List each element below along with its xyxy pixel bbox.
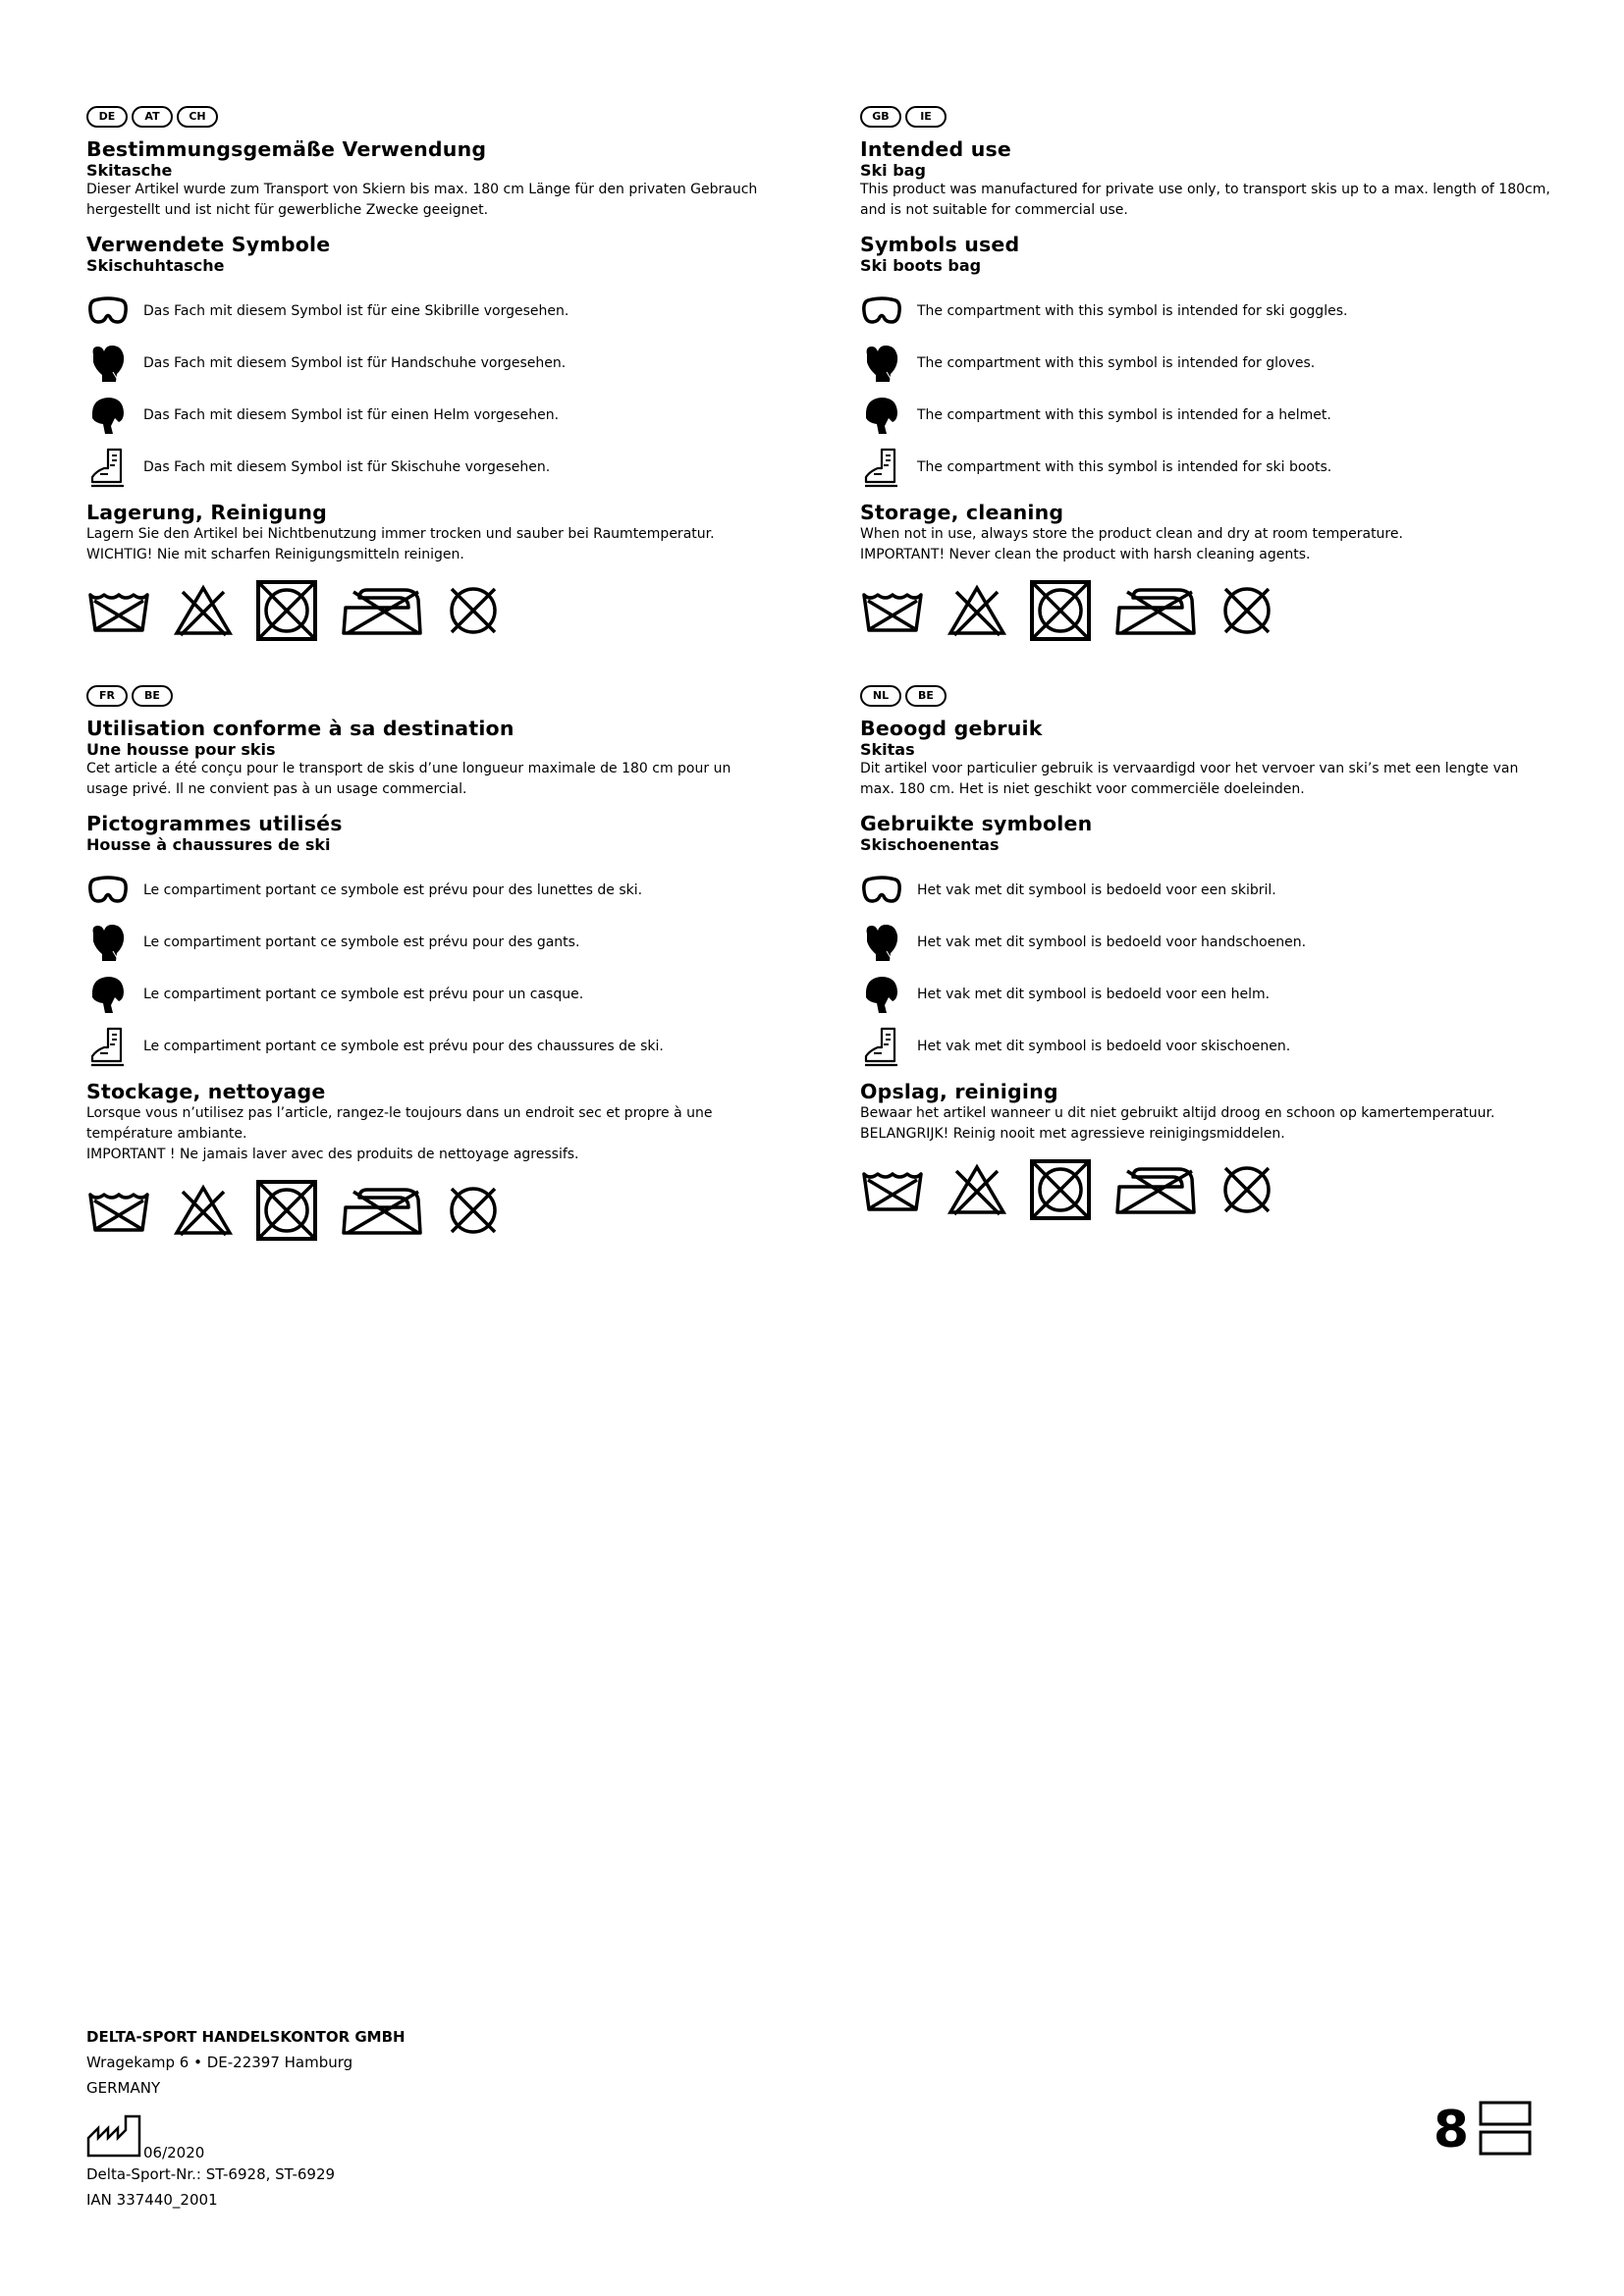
- intended-use-subtitle: Skitas: [860, 740, 915, 759]
- company-name: DELTA-SPORT HANDELSKONTOR GMBH: [86, 2028, 406, 2046]
- language-badges: [86, 106, 793, 128]
- symbol-row: [860, 337, 1567, 389]
- country-badge-be: BE: [905, 685, 947, 707]
- do-not-dry-clean-icon: [446, 1183, 501, 1238]
- do-not-wash-icon: [860, 587, 925, 634]
- do-not-dry-clean-icon: [446, 583, 501, 638]
- storage-text-line: température ambiante.: [86, 1126, 247, 1142]
- storage-text-line: When not in use, always store the product clean and dry at room temperature.: [860, 526, 1403, 542]
- intended-use-text-line: This product was manufactured for private use only, to transport skis up to a max. length of 180cm,: [860, 182, 1550, 197]
- do-not-bleach-icon: [947, 584, 1007, 637]
- care-symbols: [860, 1158, 1567, 1221]
- helmet-icon: [860, 394, 903, 437]
- do-not-wash-icon: [860, 1166, 925, 1213]
- storage-text: [86, 524, 793, 565]
- symbol-description: Le compartiment portant ce symbole est prévu pour des lunettes de ski.: [143, 881, 643, 898]
- symbol-row: [860, 916, 1567, 968]
- symbol-row: [86, 916, 793, 968]
- page-number-block: [1434, 2101, 1532, 2160]
- storage-title: Opslag, reiniging: [860, 1080, 1058, 1103]
- storage-title: Storage, cleaning: [860, 501, 1064, 524]
- glove-icon: [86, 921, 130, 964]
- do-not-iron-icon: [340, 584, 424, 637]
- intended-use-text-line: usage privé. Il ne convient pas à un usage commercial.: [86, 781, 467, 797]
- symbol-list: [860, 864, 1567, 1072]
- glove-icon: [860, 342, 903, 385]
- do-not-tumble-dry-icon: [1029, 579, 1092, 642]
- care-symbols: [86, 1179, 793, 1242]
- symbol-list: [86, 864, 793, 1072]
- storage-text-line: Lorsque vous n’utilisez pas l’article, rangez-le toujours dans un endroit sec et propre à une: [86, 1105, 713, 1121]
- symbols-subtitle: Skischoenentas: [860, 835, 1000, 854]
- goggles-icon: [860, 290, 903, 333]
- symbol-description: The compartment with this symbol is intended for ski goggles.: [917, 302, 1348, 319]
- country-badge-ch: CH: [177, 106, 218, 128]
- company-country: GERMANY: [86, 2079, 161, 2097]
- symbol-description: Das Fach mit diesem Symbol ist für einen Helm vorgesehen.: [143, 406, 560, 423]
- manufacture-date: 06/2020: [143, 2144, 205, 2162]
- symbol-row: [860, 968, 1567, 1020]
- symbol-description: Het vak met dit symbool is bedoeld voor handschoenen.: [917, 934, 1307, 950]
- symbol-row: [860, 864, 1567, 916]
- storage-text-line: IMPORTANT! Never clean the product with harsh cleaning agents.: [860, 547, 1311, 562]
- do-not-tumble-dry-icon: [255, 579, 318, 642]
- storage-text-line: BELANGRIJK! Reinig nooit met agressieve reinigingsmiddelen.: [860, 1126, 1285, 1142]
- do-not-tumble-dry-icon: [1029, 1158, 1092, 1221]
- storage-text: [86, 1103, 793, 1165]
- do-not-iron-icon: [1113, 1163, 1198, 1216]
- language-badges: [860, 685, 1567, 707]
- symbol-description: The compartment with this symbol is intended for gloves.: [917, 354, 1316, 371]
- storage-text-line: IMPORTANT ! Ne jamais laver avec des produits de nettoyage agressifs.: [86, 1147, 579, 1162]
- symbol-description: Das Fach mit diesem Symbol ist für Skischuhe vorgesehen.: [143, 458, 551, 475]
- symbols-title: Pictogrammes utilisés: [86, 812, 343, 835]
- symbol-row: [86, 864, 793, 916]
- symbol-description: Le compartiment portant ce symbole est prévu pour des gants.: [143, 934, 580, 950]
- symbol-description: Het vak met dit symbool is bedoeld voor een helm.: [917, 986, 1271, 1002]
- symbol-description: The compartment with this symbol is intended for ski boots.: [917, 458, 1332, 475]
- country-badge-be: BE: [132, 685, 173, 707]
- storage-text-line: Bewaar het artikel wanneer u dit niet gebruikt altijd droog en schoon op kamertemperatuur.: [860, 1105, 1495, 1121]
- intended-use-text-line: max. 180 cm. Het is niet geschikt voor commerciële doeleinden.: [860, 781, 1305, 797]
- intended-use-title: Intended use: [860, 137, 1012, 161]
- company-address: Wragekamp 6 • DE-22397 Hamburg: [86, 2054, 353, 2071]
- do-not-iron-icon: [1113, 584, 1198, 637]
- symbol-row: [86, 389, 793, 441]
- do-not-dry-clean-icon: [1219, 583, 1274, 638]
- storage-text-line: Lagern Sie den Artikel bei Nichtbenutzung immer trocken und sauber bei Raumtemperatur.: [86, 526, 715, 542]
- do-not-wash-icon: [86, 1187, 151, 1234]
- ski-boot-icon: [860, 446, 903, 489]
- footer: [86, 2024, 406, 2213]
- intended-use-title: Utilisation conforme à sa destination: [86, 717, 514, 740]
- ian-number: IAN 337440_2001: [86, 2191, 218, 2209]
- language-badges: [860, 106, 1567, 128]
- manufacture-date-block: [86, 2114, 406, 2162]
- intended-use-text-line: and is not suitable for commercial use.: [860, 202, 1128, 218]
- symbol-row: [86, 441, 793, 493]
- goggles-icon: [86, 290, 130, 333]
- symbol-description: Het vak met dit symbool is bedoeld voor skischoenen.: [917, 1038, 1291, 1054]
- symbol-description: Das Fach mit diesem Symbol ist für eine Skibrille vorgesehen.: [143, 302, 569, 319]
- symbols-title: Symbols used: [860, 233, 1020, 256]
- goggles-icon: [86, 869, 130, 912]
- do-not-bleach-icon: [173, 1184, 234, 1237]
- symbol-list: [860, 285, 1567, 493]
- intended-use-subtitle: Ski bag: [860, 161, 926, 180]
- symbols-title: Verwendete Symbole: [86, 233, 331, 256]
- country-badge-gb: GB: [860, 106, 901, 128]
- symbols-subtitle: Ski boots bag: [860, 256, 982, 275]
- do-not-tumble-dry-icon: [255, 1179, 318, 1242]
- do-not-dry-clean-icon: [1219, 1162, 1274, 1217]
- helmet-icon: [86, 973, 130, 1016]
- ski-boot-icon: [86, 446, 130, 489]
- glove-icon: [86, 342, 130, 385]
- symbol-row: [860, 1020, 1567, 1072]
- do-not-bleach-icon: [947, 1163, 1007, 1216]
- storage-text: [860, 524, 1567, 565]
- language-badges: [86, 685, 793, 707]
- intended-use-title: Beoogd gebruik: [860, 717, 1043, 740]
- storage-text: [860, 1103, 1567, 1145]
- storage-title: Stockage, nettoyage: [86, 1080, 326, 1103]
- country-badge-fr: FR: [86, 685, 128, 707]
- intended-use-text-line: Dieser Artikel wurde zum Transport von Skiern bis max. 180 cm Länge für den privaten Gebrauch: [86, 182, 758, 197]
- section-nl: [860, 685, 1567, 1221]
- symbols-subtitle: Housse à chaussures de ski: [86, 835, 331, 854]
- language-page-icon: [1479, 2101, 1532, 2160]
- intended-use-text-line: hergestellt und ist nicht für gewerbliche Zwecke geeignet.: [86, 202, 489, 218]
- symbol-description: Le compartiment portant ce symbole est prévu pour des chaussures de ski.: [143, 1038, 664, 1054]
- symbol-row: [86, 1020, 793, 1072]
- country-badge-nl: NL: [860, 685, 901, 707]
- symbols-subtitle: Skischuhtasche: [86, 256, 225, 275]
- helmet-icon: [860, 973, 903, 1016]
- symbol-description: Das Fach mit diesem Symbol ist für Handschuhe vorgesehen.: [143, 354, 567, 371]
- helmet-icon: [86, 394, 130, 437]
- page-number: 8: [1433, 2101, 1469, 2160]
- symbol-row: [86, 968, 793, 1020]
- section-de: [86, 106, 793, 642]
- symbol-row: [860, 441, 1567, 493]
- do-not-iron-icon: [340, 1184, 424, 1237]
- symbol-row: [86, 337, 793, 389]
- ski-boot-icon: [86, 1025, 130, 1068]
- country-badge-ie: IE: [905, 106, 947, 128]
- symbol-row: [86, 285, 793, 337]
- symbol-description: The compartment with this symbol is intended for a helmet.: [917, 406, 1331, 423]
- care-symbols: [860, 579, 1567, 642]
- symbol-row: [860, 389, 1567, 441]
- intended-use-text-line: Dit artikel voor particulier gebruik is vervaardigd voor het vervoer van ski’s met een lengte van: [860, 761, 1519, 776]
- symbol-description: Het vak met dit symbool is bedoeld voor een skibril.: [917, 881, 1276, 898]
- article-number: Delta-Sport-Nr.: ST-6928, ST-6929: [86, 2165, 336, 2183]
- do-not-wash-icon: [86, 587, 151, 634]
- storage-title: Lagerung, Reinigung: [86, 501, 328, 524]
- country-badge-at: AT: [132, 106, 173, 128]
- goggles-icon: [860, 869, 903, 912]
- symbol-list: [86, 285, 793, 493]
- symbols-title: Gebruikte symbolen: [860, 812, 1093, 835]
- intended-use-title: Bestimmungsgemäße Verwendung: [86, 137, 487, 161]
- symbol-description: Le compartiment portant ce symbole est prévu pour un casque.: [143, 986, 584, 1002]
- care-symbols: [86, 579, 793, 642]
- symbol-row: [860, 285, 1567, 337]
- storage-text-line: WICHTIG! Nie mit scharfen Reinigungsmitteln reinigen.: [86, 547, 464, 562]
- section-fr: [86, 685, 793, 1242]
- intended-use-subtitle: Skitasche: [86, 161, 173, 180]
- country-badge-de: DE: [86, 106, 128, 128]
- intended-use-subtitle: Une housse pour skis: [86, 740, 276, 759]
- section-gb: [860, 106, 1567, 642]
- do-not-bleach-icon: [173, 584, 234, 637]
- glove-icon: [860, 921, 903, 964]
- intended-use-text-line: Cet article a été conçu pour le transport de skis d’une longueur maximale de 180 cm pour un: [86, 761, 731, 776]
- factory-icon: [86, 2114, 141, 2162]
- ski-boot-icon: [860, 1025, 903, 1068]
